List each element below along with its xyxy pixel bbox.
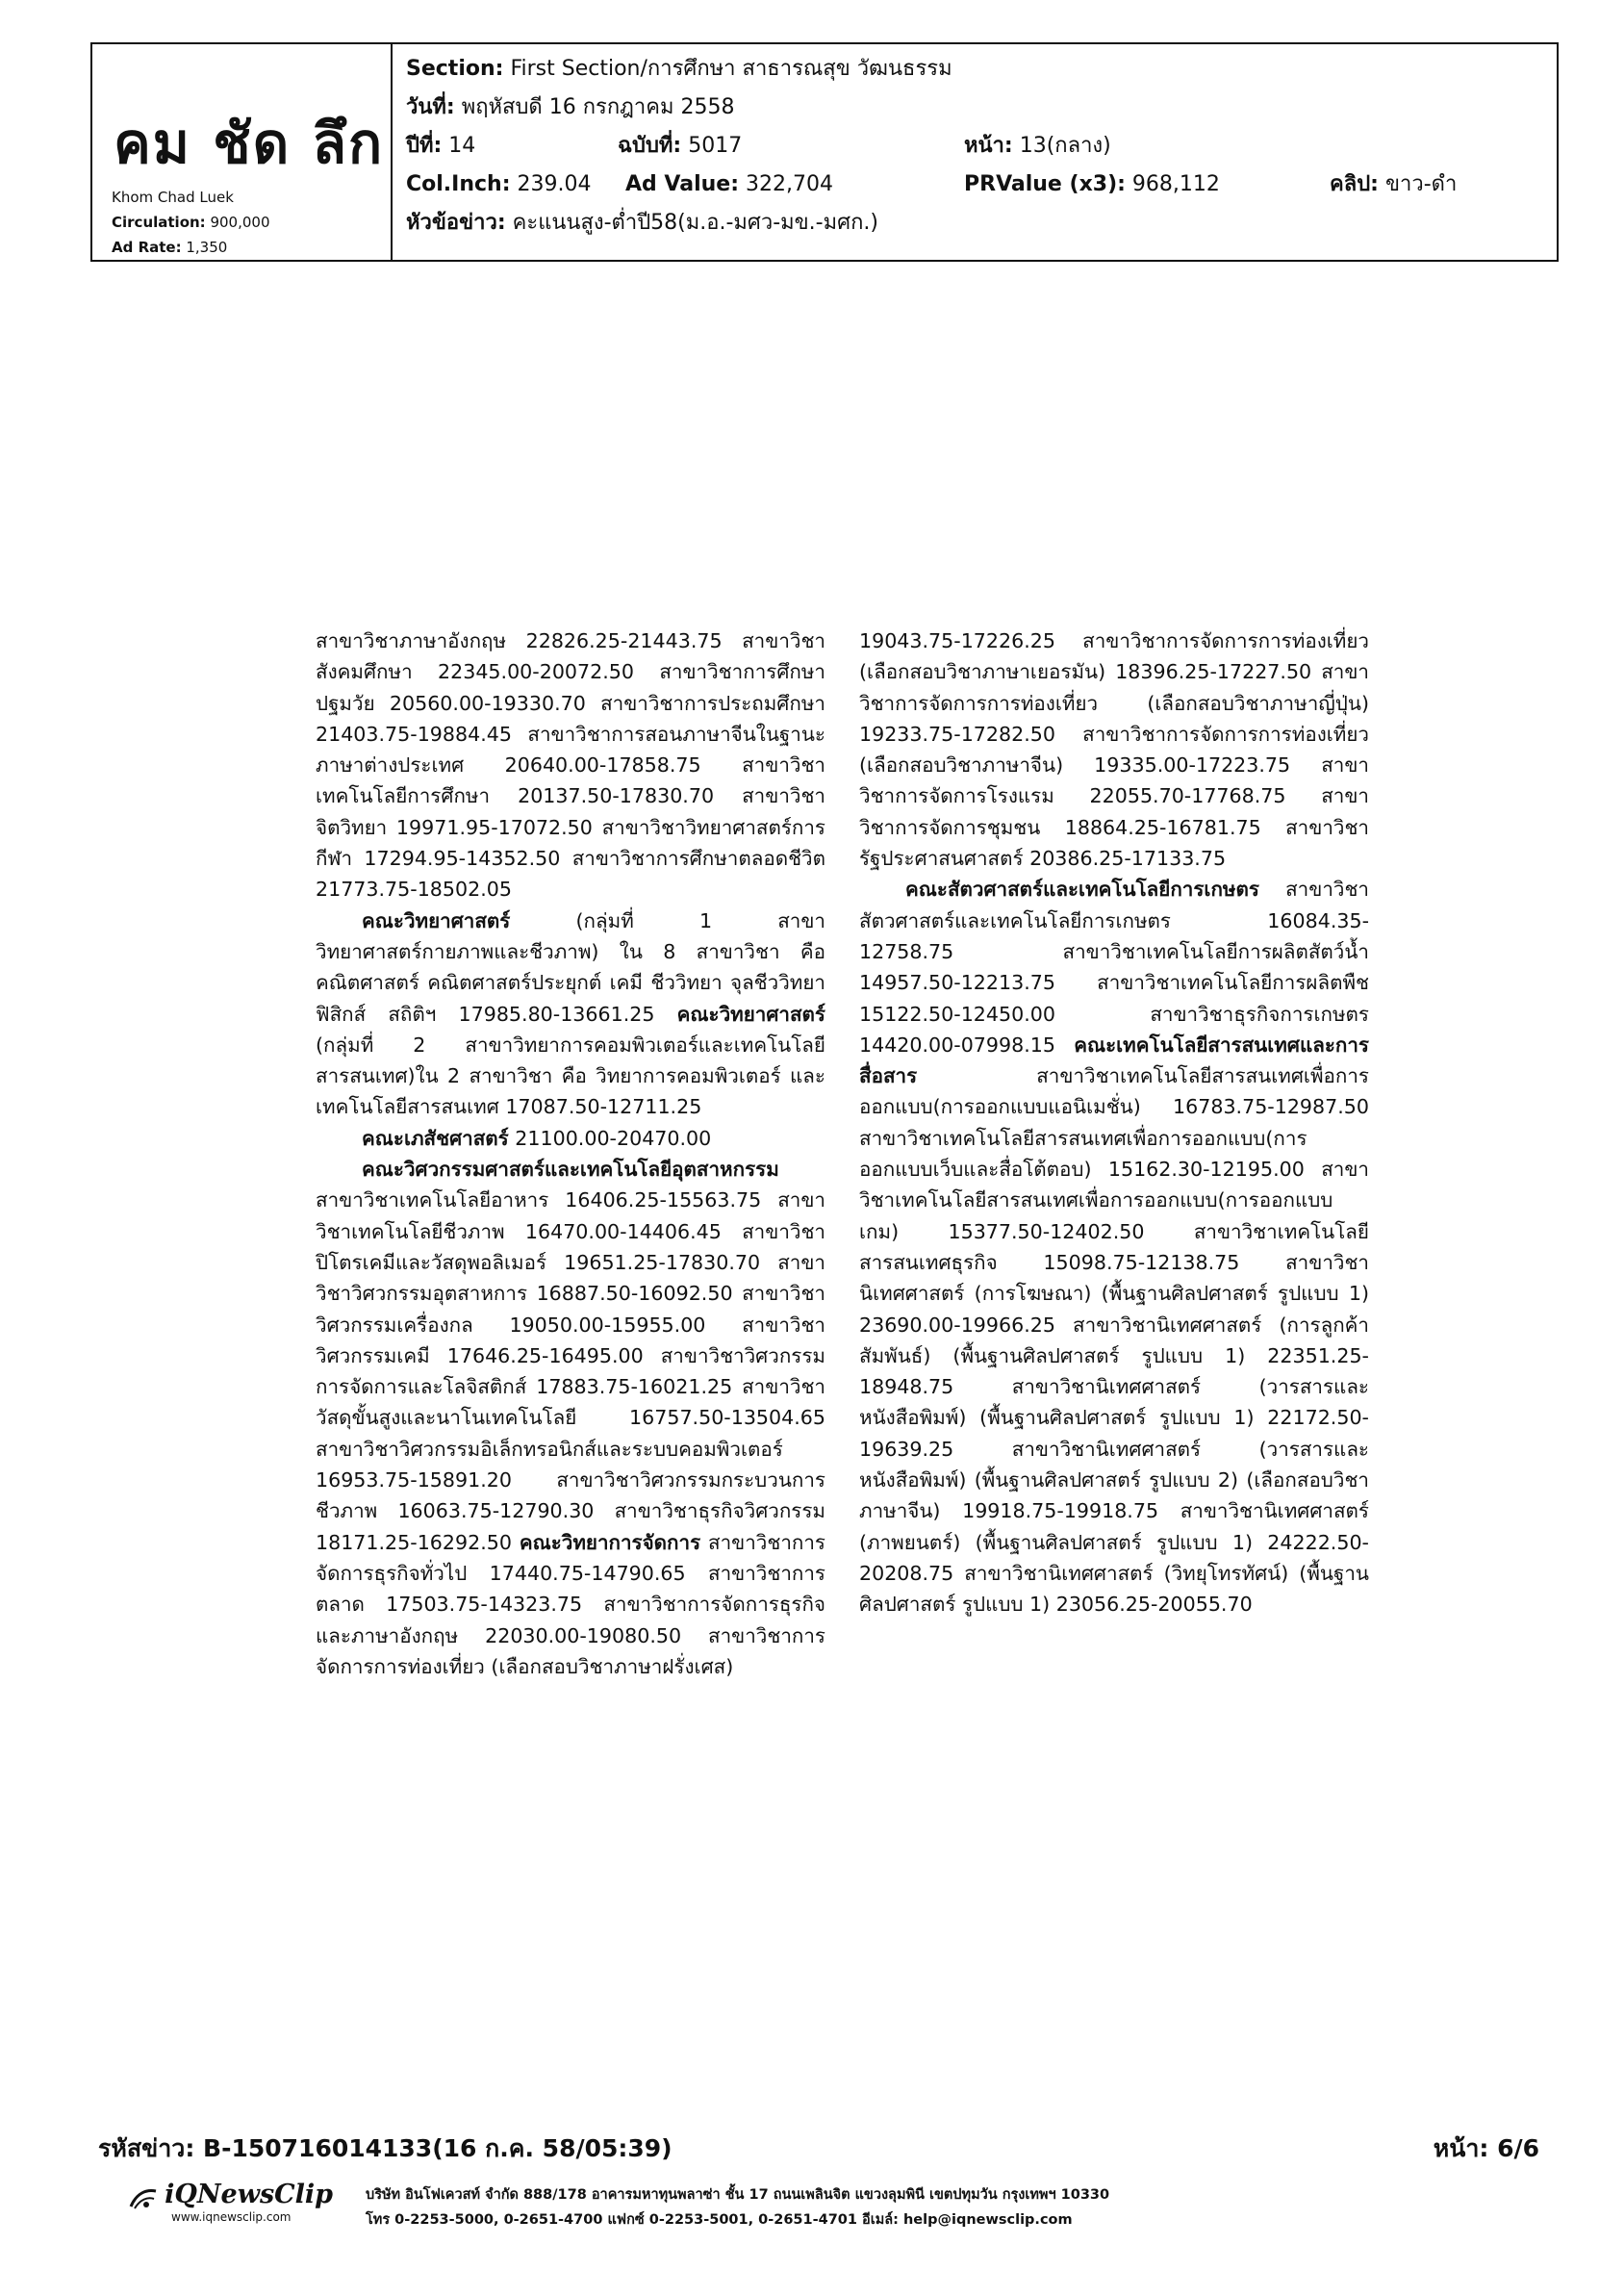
article-column-2 — [859, 625, 1369, 1620]
paragraph: 19043.75-17226.25 สาขาวิชาการจัดการการท่องเที่ยว (เลือกสอบวิชาภาษาเยอรมัน) 18396.25-17227.50 สาขาวิชาการจัดการการท่องเที่ยว (เลือกสอบวิชาภาษาญี่ปุ่น) 19233.75-17282.50 สาขาวิชาการจัดการการท่องเที่ยว (เลือกสอบวิชาภาษาจีน) 19335.00-17223.75 สาขาวิชาการจัดการโรงแรม 22055.70-17768.75 สาขาวิชาการจัดการชุมชน 18864.25-16781.75 สาขาวิชารัฐประศาสนศาสตร์ 20386.25-17133.75 — [859, 629, 1369, 871]
brand-name: iQNewsClip — [165, 2180, 334, 2209]
paragraph: สาขาวิชาภาษาอังกฤษ 22826.25-21443.75 สาขาวิชาสังคมศึกษา 22345.00-20072.50 สาขาวิชาการศึกษาปฐมวัย 20560.00-19330.70 สาขาวิชาการประถมศึกษา 21403.75-19884.45 สาขาวิชาการสอนภาษาจีนในฐานะภาษาต่างประเทศ 20640.00-17858.75 สาขาวิชาเทคโนโลยีการศึกษา 20137.50-17830.70 สาขาวิชาจิตวิทยา 19971.95-17072.50 สาขาวิชาวิทยาศาสตร์การกีฬา 17294.95-14352.50 สาขาวิชาการศึกษาตลอดชีวิต 21773.75-18502.05 — [316, 629, 825, 902]
article-column-1 — [316, 625, 825, 1682]
company-contact: โทร 0-2253-5000, 0-2651-4700 แฟกซ์ 0-2253-5001, 0-2651-4701 อีเมล์: help@iqnewsclip.com — [366, 2212, 1073, 2228]
clip-meta-panel — [393, 44, 1557, 260]
brand-url: www.iqnewsclip.com — [171, 2209, 292, 2224]
date-row: วันที่: พฤหัสบดี 16 กรกฎาคม 2558 — [406, 95, 735, 119]
page-field: หน้า: 13(กลาง) — [964, 134, 1111, 158]
paragraph: คณะสัตวศาสตร์และเทคโนโลยีการเกษตร สาขาวิชาสัตวศาสตร์และเทคโนโลยีการเกษตร 16084.35-12758.75 สาขาวิชาเทคโนโลยีการผลิตสัตว์น้ำ 14957.50-12213.75 สาขาวิชาเทคโนโลยีการผลิตพืช 15122.50-12450.00 สาขาวิชาธุรกิจการเกษตร 14420.00-07998.15 คณะเทคโนโลยีสารสนเทศและการสื่อสาร สาขาวิชาเทคโนโลยีสารสนเทศเพื่อการออกแบบ(การออกแบบแอนิเมชั่น) 16783.75-12987.50 สาขาวิชาเทคโนโลยีสารสนเทศเพื่อการออกแบบ(การออกแบบเว็บและสื่อโต้ตอบ) 15162.30-12195.00 สาขาวิชาเทคโนโลยีสารสนเทศเพื่อการออกแบบ(การออกแบบเกม) 15377.50-12402.50 สาขาวิชาเทคโนโลยีสารสนเทศธุรกิจ 15098.75-12138.75 สาขาวิชานิเทศศาสตร์ (การโฆษณา) (พื้นฐานศิลปศาสตร์ รูปแบบ 1) 23690.00-19966.25 สาขาวิชานิเทศศาสตร์ (การลูกค้าสัมพันธ์) (พื้นฐานศิลปศาสตร์ รูปแบบ 1) 22351.25-18948.75 สาขาวิชานิเทศศาสตร์ (วารสารและหนังสือพิมพ์) (พื้นฐานศิลปศาสตร์ รูปแบบ 1) 22172.50-19639.25 สาขาวิชานิเทศศาสตร์ (วารสารและหนังสือพิมพ์) (พื้นฐานศิลปศาสตร์ รูปแบบ 2) (เลือกสอบวิชาภาษาจีน) 19918.75-19918.75 สาขาวิชานิเทศศาสตร์ (ภาพยนตร์) (พื้นฐานศิลปศาสตร์ รูปแบบ 1) 24222.50-20208.75 สาขาวิชานิเทศศาสตร์ (วิทยุโทรทัศน์) (พื้นฐานศิลปศาสตร์ รูปแบบ 1) 23056.25-20055.70 — [859, 878, 1369, 1617]
publication-panel — [92, 44, 393, 260]
circulation: Circulation: 900,000 — [112, 214, 270, 231]
brand-swirl-icon — [127, 2185, 160, 2212]
ad-rate: Ad Rate: 1,350 — [112, 239, 228, 256]
advalue-field: Ad Value: 322,704 — [625, 172, 834, 196]
page-number: หน้า: 6/6 — [1433, 2134, 1539, 2162]
clip-header — [90, 42, 1559, 262]
issue-row — [406, 127, 1551, 166]
colinch-field: Col.Inch: 239.04 — [406, 172, 592, 196]
paragraph: คณะวิทยาศาสตร์ (กลุ่มที่ 1 สาขาวิทยาศาสตร์กายภาพและชีวภาพ) ใน 8 สาขาวิชา คือ คณิตศาสตร์ คณิตศาสตร์ประยุกต์ เคมี ชีววิทยา จุลชีววิทยา ฟิสิกส์ สถิติฯ 17985.80-13661.25 คณะวิทยาศาสตร์ (กลุ่มที่ 2 สาขาวิทยาการคอมพิวเตอร์และเทคโนโลยีสารสนเทศ)ใน 2 สาขาวิชา คือ วิทยาการคอมพิวเตอร์ และเทคโนโลยีสารสนเทศ 17087.50-12711.25 — [316, 908, 825, 1119]
clip-field: คลิป: ขาว-ดำ — [1330, 172, 1458, 196]
publication-meta — [112, 185, 270, 260]
company-info — [366, 2182, 1109, 2232]
news-id: รหัสข่าว: B-150716014133(16 ก.ค. 58/05:39) — [98, 2134, 673, 2162]
publication-name: Khom Chad Luek — [112, 189, 234, 206]
value-row — [406, 166, 1551, 204]
company-address: บริษัท อินโฟเควสท์ จำกัด 888/178 อาคารมหาทุนพลาซ่า ชั้น 17 ถนนเพลินจิต แขวงลุมพินี เขตปทุมวัน กรุงเทพฯ 10330 — [366, 2187, 1110, 2203]
prvalue-field: PRValue (x3): 968,112 — [964, 172, 1220, 196]
paragraph: คณะวิศวกรรมศาสตร์และเทคโนโลยีอุตสาหกรรม สาขาวิชาเทคโนโลยีอาหาร 16406.25-15563.75 สาขาวิชาเทคโนโลยีชีวภาพ 16470.00-14406.45 สาขาวิชาปิโตรเคมีและวัสดุพอลิเมอร์ 19651.25-17830.70 สาขาวิชาวิศวกรรมอุตสาหการ 16887.50-16092.50 สาขาวิชาวิศวกรรมเครื่องกล 19050.00-15955.00 สาขาวิชาวิศวกรรมเคมี 17646.25-16495.00 สาขาวิชาวิศวกรรมการจัดการและโลจิสติกส์ 17883.75-16021.25 สาขาวิชาวัสดุขั้นสูงและนาโนเทคโนโลยี 16757.50-13504.65 สาขาวิชาวิศวกรรมอิเล็กทรอนิกส์และระบบคอมพิวเตอร์ 16953.75-15891.20 สาขาวิชาวิศวกรรมกระบวนการชีวภาพ 16063.75-12790.30 สาขาวิชาธุรกิจวิศวกรรม 18171.25-16292.50 คณะวิทยาการจัดการ สาขาวิชาการจัดการธุรกิจทั่วไป 17440.75-14790.65 สาขาวิชาการตลาด 17503.75-14323.75 สาขาวิชาการจัดการธุรกิจและภาษาอังกฤษ 22030.00-19080.50 สาขาวิชาการจัดการการท่องเที่ยว (เลือกสอบวิชาภาษาฝรั่งเศส) — [316, 1158, 825, 1678]
brand-logo — [127, 2180, 333, 2224]
headline-row: หัวข้อข่าว: คะแนนสูง-ต่ำปี58(ม.อ.-มศว-มข.-มศก.) — [406, 211, 878, 235]
newspaper-logo: คม ชัด ลึก — [114, 111, 385, 176]
paragraph: คณะเภสัชศาสตร์ 21100.00-20470.00 — [362, 1126, 712, 1150]
issue-field: ฉบับที่: 5017 — [618, 134, 743, 158]
section-row: Section: First Section/การศึกษา สาธารณสุข วัฒนธรรม — [406, 57, 952, 81]
year-field: ปีที่: 14 — [406, 134, 476, 158]
